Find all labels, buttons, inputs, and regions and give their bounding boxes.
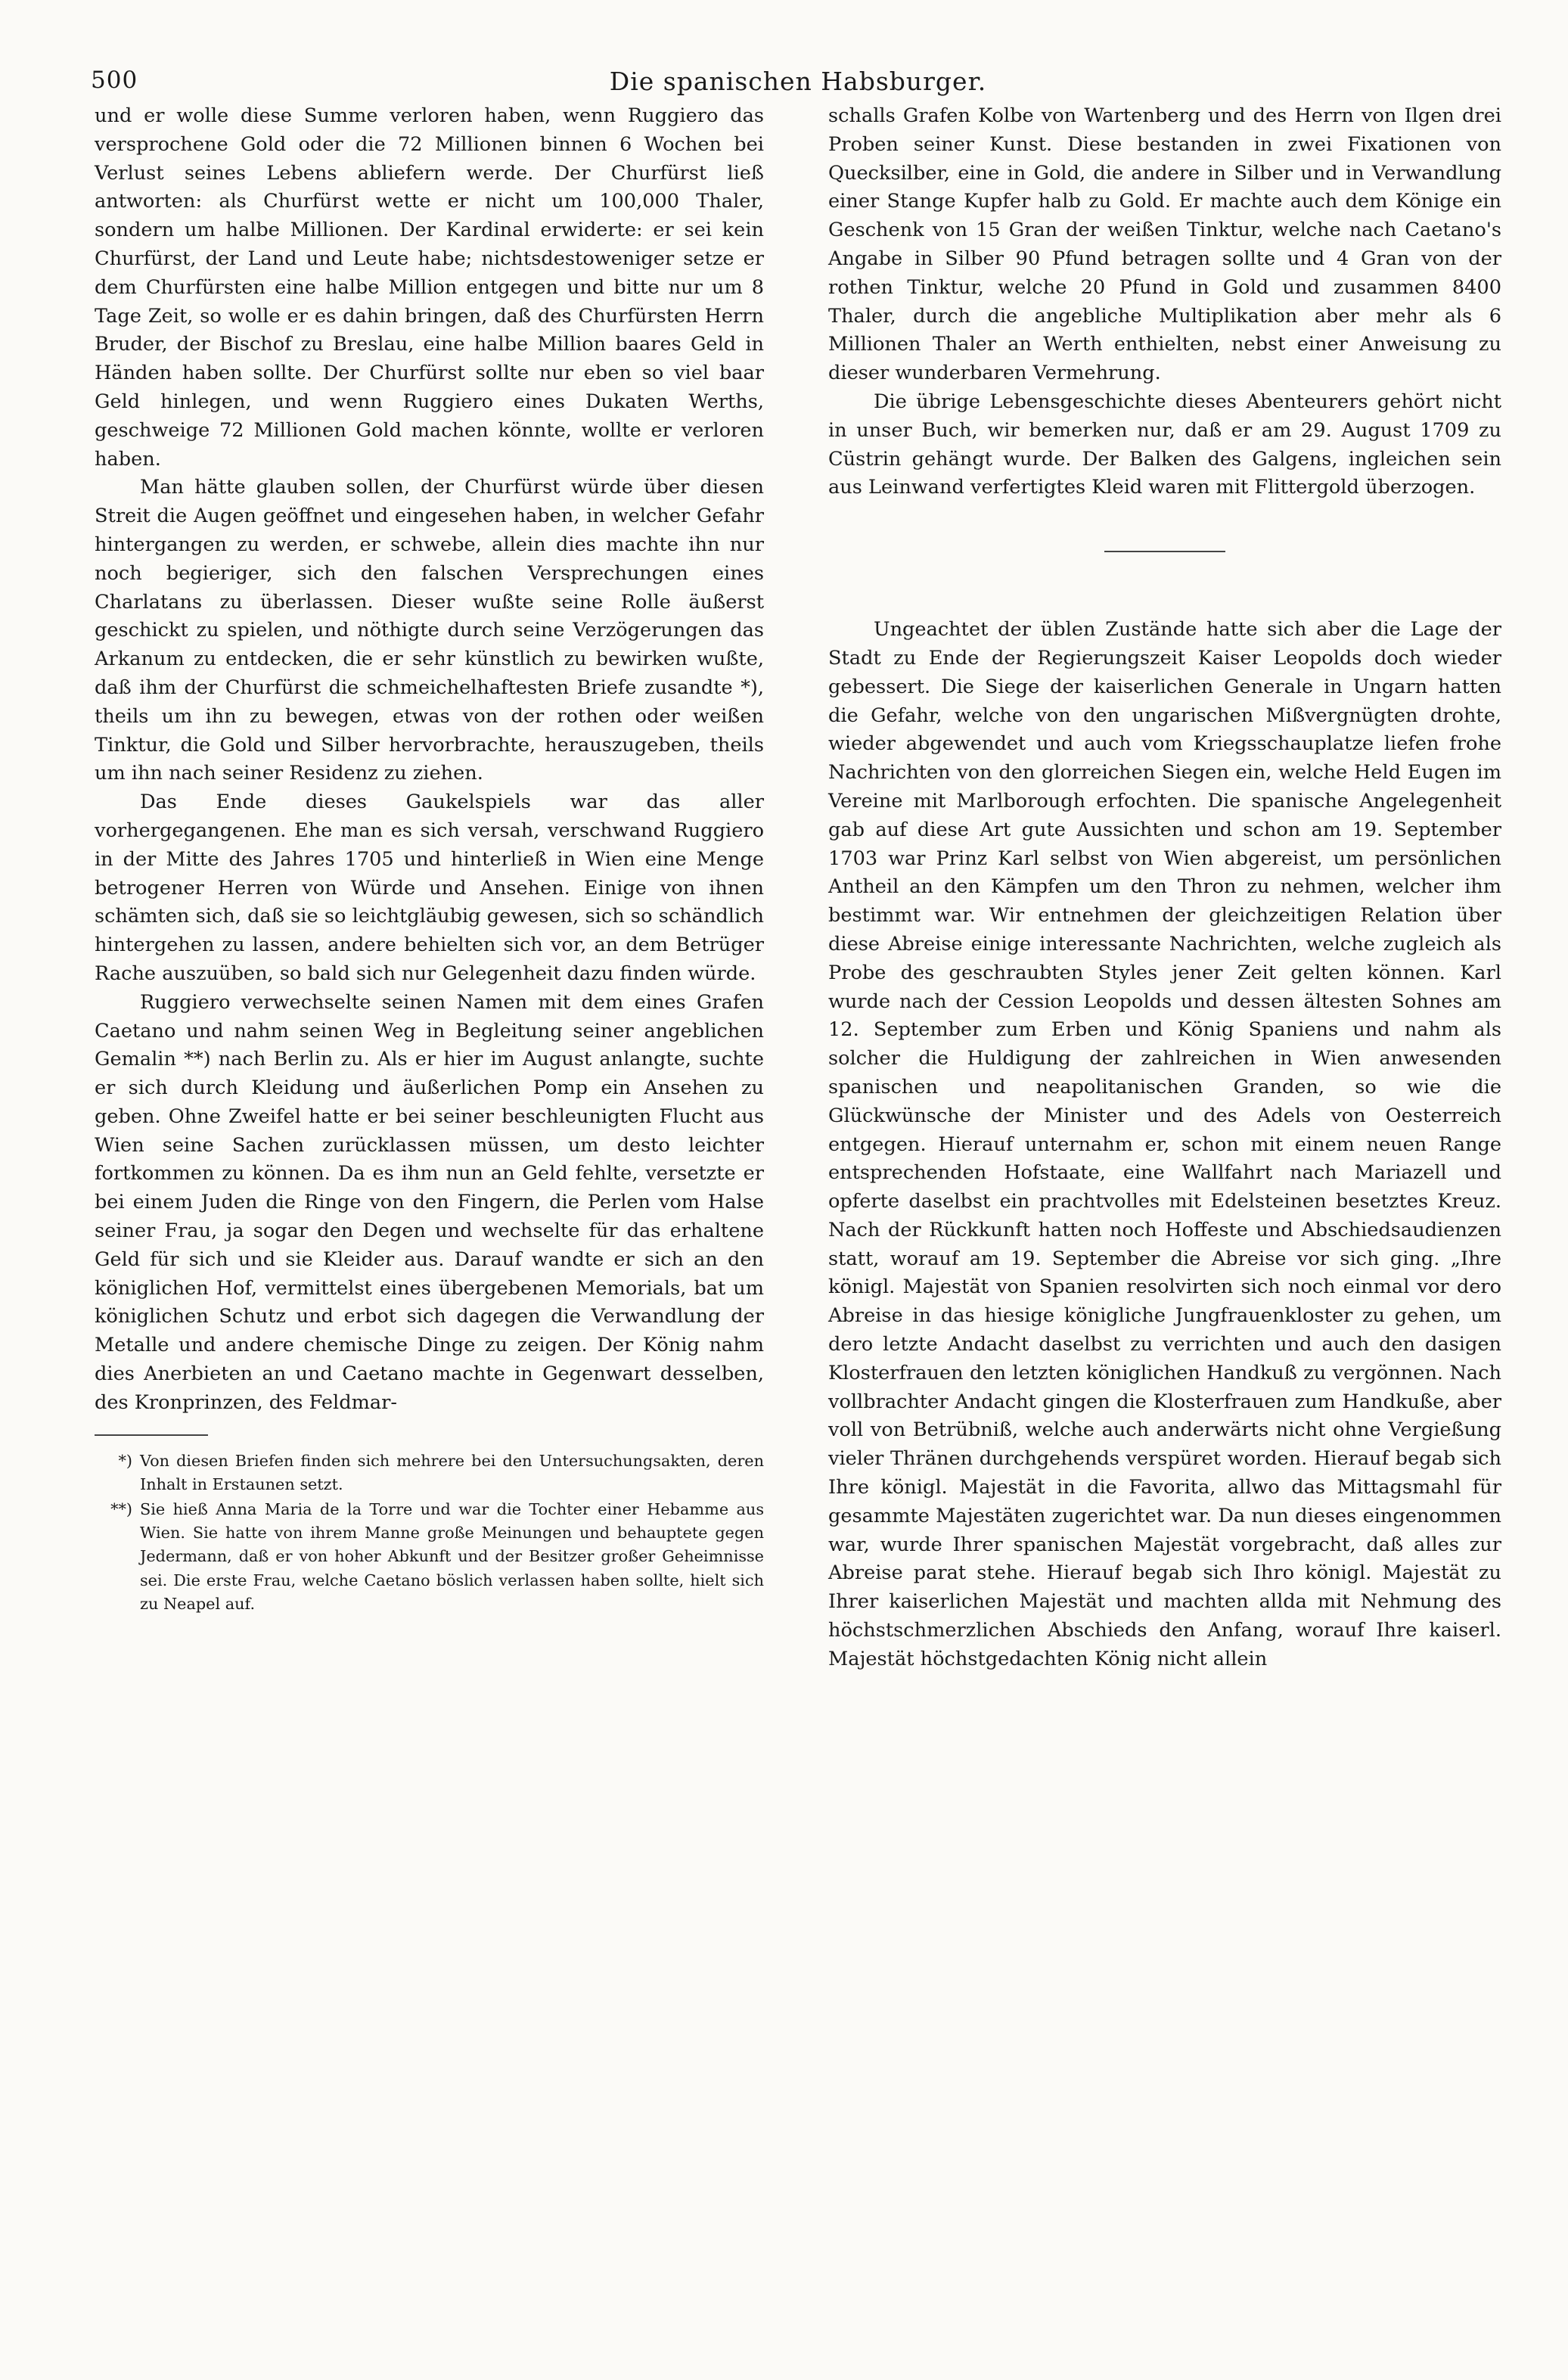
paragraph: Man hätte glauben sollen, der Churfürst würde über diesen Streit die Augen geöffnet und eingesehen haben, in welcher Gefahr hintergangen zu werden, er schwebe, allein dies machte ihn nur noch begieriger, sich den falschen Versprechungen eines Charlatans zu überlassen. Dieser wußte seine Rolle äußerst geschickt zu spielen, und nöthigte durch seine Verzögerungen das Arkanum zu entdecken, die er sehr künstlich zu bewirken wußte, daß ihm der Churfürst die schmeichelhaftesten Briefe zusandte *), theils um ihn zu bewegen, etwas von der rothen oder weißen Tinktur, die Gold und Silber hervorbrachte, herauszugeben, theils um ihn nach seiner Residenz zu ziehen. xyxy=(95,476,764,785)
footnote xyxy=(95,1449,764,1496)
page-header xyxy=(91,67,1505,97)
footnote-mark: **) xyxy=(110,1500,132,1519)
running-title: Die spanischen Habsburger. xyxy=(609,67,987,96)
paragraph: schalls Grafen Kolbe von Wartenberg und des Herrn von Ilgen drei Proben seiner Kunst. Diese bestanden in zwei Fixationen von Quecksilber, eine in Gold, die andere in Silber und in Verwandlung einer Stange Kupfer halb zu Gold. Er machte auch dem Könige ein Geschenk von 15 Gran der weißen Tinktur, welche nach Caetano's Angabe in Silber 90 Pfund betragen sollte und 4 Gran von der rothen Tinktur, welche 20 Pfund in Gold und zusammen 8400 Thaler, durch die angebliche Multiplikation aber mehr als 6 Millionen Thaler an Werth enthielten, nebst einer Anweisung zu dieser wunderbaren Vermehrung. xyxy=(828,104,1501,385)
page-number: 500 xyxy=(91,67,138,94)
footnotes xyxy=(95,1449,764,1616)
footnote-divider xyxy=(95,1434,208,1436)
section-divider xyxy=(1104,551,1225,552)
paragraph: Das Ende dieses Gaukelspiels war das aller vorhergegangenen. Ehe man es sich versah, verschwand Ruggiero in der Mitte des Jahres 1705 und hinterließ in Wien eine Menge betrogener Herren von Würde und Ansehen. Einige von ihnen schämten sich, daß sie so leichtgläubig gewesen, sich so schändlich hintergehen zu lassen, andere behielten sich vor, an dem Betrüger Rache auszuüben, so bald sich nur Gelegenheit dazu finden würde. xyxy=(95,791,764,985)
paragraph: Ruggiero verwechselte seinen Namen mit dem eines Grafen Caetano und nahm seinen Weg in Begleitung seiner angeblichen Gemalin **) nach Berlin zu. Als er hier im August anlangte, suchte er sich durch Kleidung und äußerlichen Pomp ein Ansehen zu geben. Ohne Zweifel hatte er bei seiner beschleunigten Flucht aus Wien seine Sachen zurücklassen müssen, um desto leichter fortkommen zu können. Da es ihm nun an Geld fehlte, versetzte er bei einem Juden die Ringe von den Fingern, die Perlen vom Halse seiner Frau, ja sogar den Degen und wechselte für das erhaltene Geld für sich und sie Kleider aus. Darauf wandte er sich an den königlichen Hof, vermittelst eines übergebenen Memorials, bat um königlichen Schutz und erbot sich dagegen die Verwandlung der Metalle und andere chemische Dinge zu zeigen. Der König nahm dies Anerbieten an und Caetano machte in Gegenwart desselben, des Kronprinzen, des Feldmar- xyxy=(95,990,764,1414)
footnote xyxy=(95,1498,764,1616)
paragraph: Die übrige Lebensgeschichte dieses Abenteurers gehört nicht in unser Buch, wir bemerken nur, daß er am 29. August 1709 zu Cüstrin gehängt wurde. Der Balken des Galgens, ingleichen sein aus Leinwand verfertigtes Kleid waren mit Flittergold überzogen. xyxy=(828,390,1501,499)
paragraph: Ungeachtet der üblen Zustände hatte sich aber die Lage der Stadt zu Ende der Regierungszeit Kaiser Leopolds doch wieder gebessert. Die Siege der kaiserlichen Generale in Ungarn hatten die Gefahr, welche von den ungarischen Mißvergnügten drohte, wieder abgewendet und auch vom Kriegsschauplatze liefen frohe Nachrichten von den glorreichen Siegen ein, welche Held Eugen im Vereine mit Marlborough erfochten. Die spanische Angelegenheit gab auf diese Art gute Aussichten und schon am 19. September 1703 war Prinz Karl selbst von Wien abgereist, um persönlichen Antheil an den Kämpfen um den Thron zu nehmen, welcher ihm bestimmt war. Wir entnehmen der gleichzeitigen Relation über diese Abreise einige interessante Nachrichten, welche zugleich als Probe des geschraubten Styles jener Zeit gelten können. Karl wurde nach der Cession Leopolds und dessen ältesten Sohnes am 12. September zum Erben und König Spaniens und nahm als solcher die Huldigung der zahlreichen in Wien anwesenden spanischen und neapolitanischen Granden, so wie die Glückwünsche der Minister und des Adels von Oesterreich entgegen. Hierauf unternahm er, schon mit einem neuen Range entsprechenden Hofstaate, eine Wallfahrt nach Mariazell und opferte daselbst ein prachtvolles mit Edelsteinen besetztes Kreuz. Nach der Rückkunft hatten noch Hoffeste und Abschiedsaudienzen statt, worauf am 19. September die Abreise vor sich ging. „Ihre königl. Majestät von Spanien resolvirten sich noch einmal vor dero Abreise in das hiesige königliche Jungfrauenkloster zu gehen, um dero letzte Andacht daselbst zu verrichten und auch den dasigen Klosterfrauen den letzten königlichen Handkuß zu vergönnen. Nach vollbrachter Andacht gingen die Klosterfrauen zum Handkuße, aber voll von Betrübniß, welche auch anderwärts nicht ohne Vergießung vieler Thränen durchgehends verspüret worden. Hierauf begab sich Ihre königl. Majestät in die Favorita, allwo das Mittagsmahl für gesammte Majestäten zugerichtet war. Da nun dieses eingenommen war, wurde Ihrer spanischen Majestät vorgebracht, daß alles zur Abreise parat stehe. Hierauf begab sich Ihro königl. Majestät zu Ihrer kaiserlichen Majestät und machten allda mit Nehmung des höchstschmerzlichen Abschieds den Anfang, worauf Ihre kaiserl. Majestät höchstgedachten König nicht allein xyxy=(828,618,1501,1670)
paragraph: und er wolle diese Summe verloren haben, wenn Ruggiero das versprochene Gold oder die 72 Millionen binnen 6 Wochen bei Verlust seines Lebens abliefern werde. Der Churfürst ließ antworten: als Churfürst wette er nicht um 100,000 Thaler, sondern um halbe Millionen. Der Kardinal erwiderte: er sei kein Churfürst, der Land und Leute habe; nichtsdestoweniger setze er dem Churfürsten eine halbe Million entgegen und bitte nur um 8 Tage Zeit, so wolle er es dahin bringen, daß des Churfürsten Herrn Bruder, der Bischof zu Breslau, eine halbe Million baares Geld in Händen haben sollte. Der Churfürst sollte nur eben so viel baar Geld hinlegen, und wenn Ruggiero eines Dukaten Werths, geschweige 72 Millionen Gold machen könnte, wollte er verloren haben. xyxy=(95,104,764,471)
footnote-text: Von diesen Briefen finden sich mehrere bei den Untersuchungsakten, deren Inhalt in Erstaunen setzt. xyxy=(140,1451,764,1493)
right-column xyxy=(828,102,1501,1674)
footnote-mark: *) xyxy=(118,1451,132,1470)
left-column xyxy=(95,102,764,1617)
footnote-text: Sie hieß Anna Maria de la Torre und war die Tochter einer Hebamme aus Wien. Sie hatte von ihrem Manne große Meinungen und behauptete gegen Jedermann, daß er von hoher Abkunft und der Besitzer großer Geheimnisse sei. Die erste Frau, welche Caetano böslich verlassen haben sollte, hielt sich zu Neapel auf. xyxy=(140,1500,764,1613)
